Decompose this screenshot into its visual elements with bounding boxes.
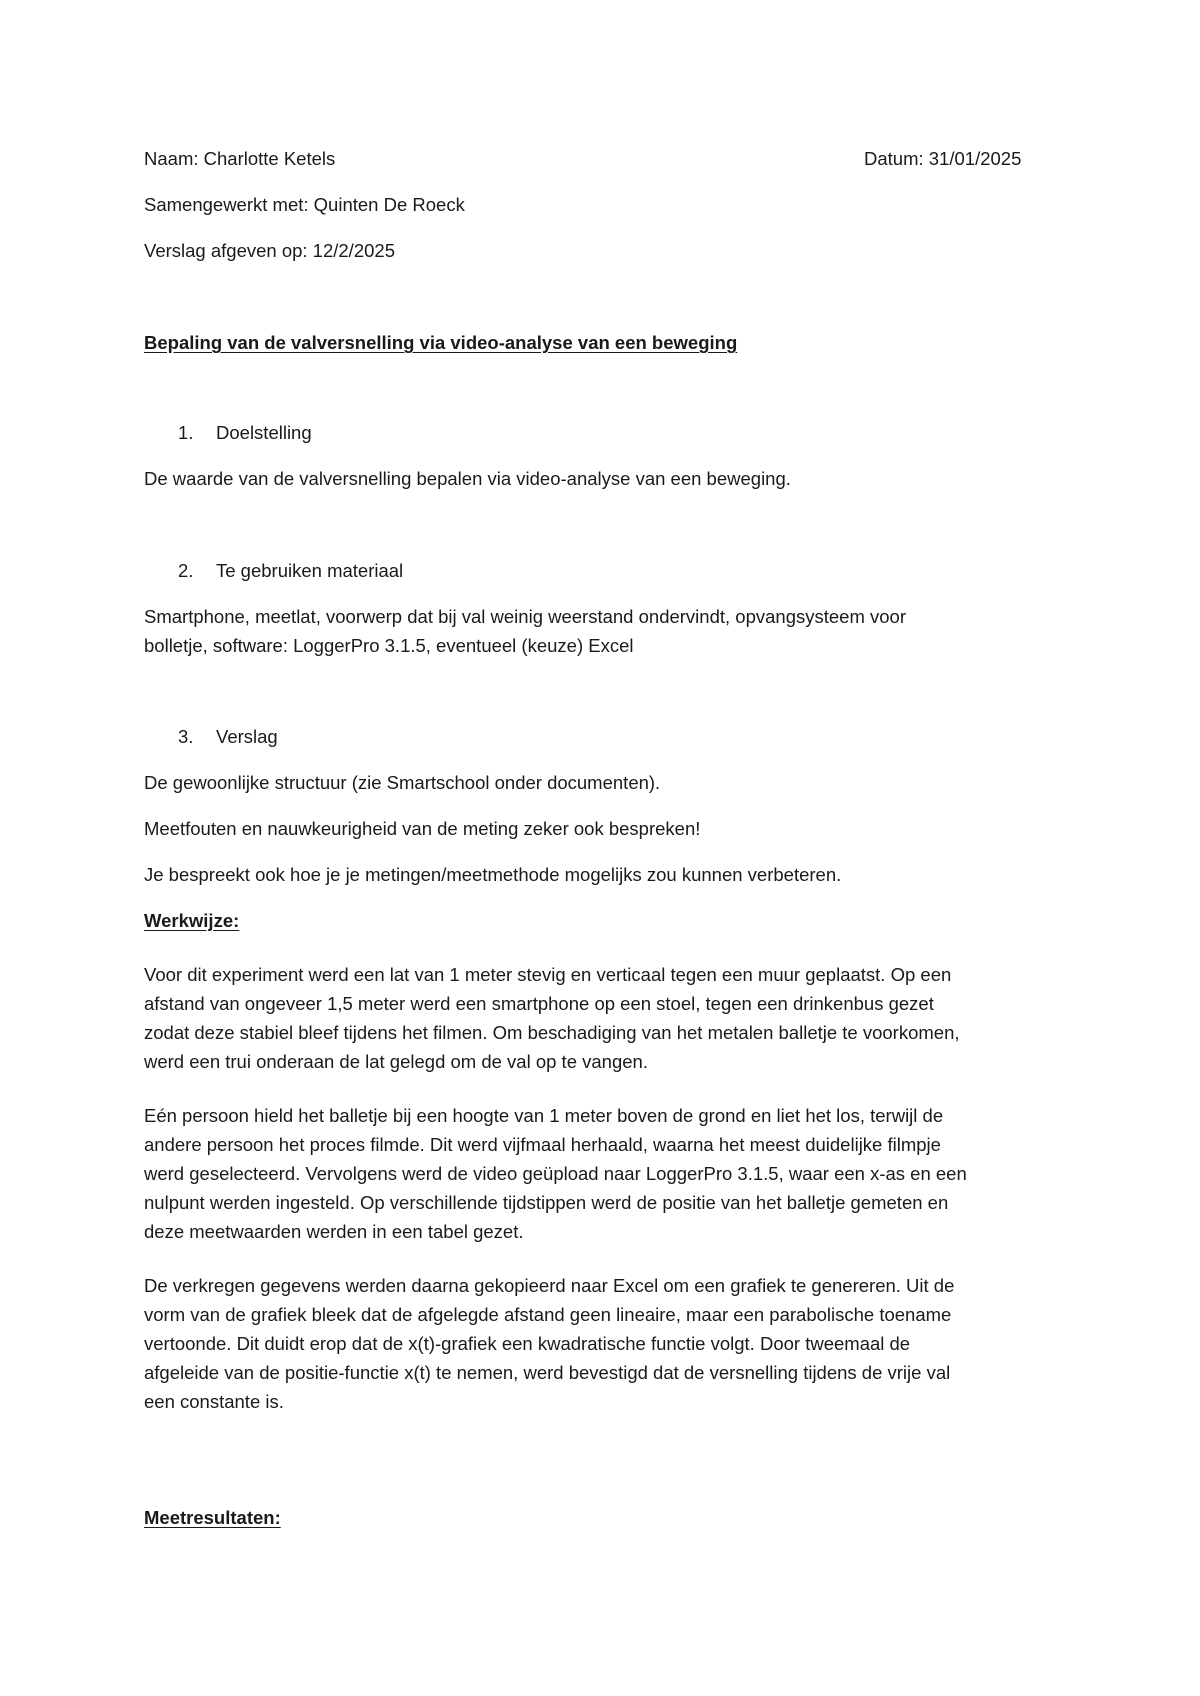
section-3-line: Meetfouten en nauwkeurigheid van de meting zeker ook bespreken! (144, 818, 701, 839)
section-2-text-line: bolletje, software: LoggerPro 3.1.5, eventueel (keuze) Excel (144, 635, 634, 656)
werkwijze-p2-line: Eén persoon hield het balletje bij een hoogte van 1 meter boven de grond en liet het los, terwijl de (144, 1105, 944, 1126)
werkwijze-p2-line: werd geselecteerd. Vervolgens werd de video geüpload naar LoggerPro 3.1.5, waar een x-as en een (144, 1163, 967, 1184)
section-2-number: 2. (178, 560, 194, 581)
werkwijze-p3-line: vorm van de grafiek bleek dat de afgelegde afstand geen lineaire, maar een parabolische toename (144, 1304, 952, 1325)
section-3-line: Je bespreekt ook hoe je je metingen/meetmethode mogelijks zou kunnen verbeteren. (144, 864, 842, 885)
werkwijze-p3-line: De verkregen gegevens werden daarna gekopieerd naar Excel om een grafiek te genereren. Uit de (144, 1275, 955, 1296)
werkwijze-p1-line: afstand van ongeveer 1,5 meter werd een smartphone op een stoel, tegen een drinkenbus gezet (144, 993, 934, 1014)
section-1-heading (178, 418, 312, 447)
name-line: Naam: Charlotte Ketels (144, 148, 336, 169)
section-3-heading (178, 722, 278, 751)
werkwijze-p3-line: een constante is. (144, 1391, 284, 1412)
werkwijze-p1-line: zodat deze stabiel bleef tijdens het filmen. Om beschadiging van het metalen balletje te voorkomen, (144, 1022, 960, 1043)
section-2-title: Te gebruiken materiaal (216, 560, 404, 581)
section-1-number: 1. (178, 422, 194, 443)
meetresultaten-heading: Meetresultaten: (144, 1507, 281, 1528)
werkwijze-p3-line: afgeleide van de positie-functie x(t) te nemen, werd bevestigd dat de versnelling tijdens de vrije val (144, 1362, 951, 1383)
werkwijze-p2-line: nulpunt werden ingesteld. Op verschillende tijdstippen werd de positie van het balletje gemeten en (144, 1192, 949, 1213)
collaborator-line: Samengewerkt met: Quinten De Roeck (144, 194, 465, 215)
section-1-text: De waarde van de valversnelling bepalen via video-analyse van een beweging. (144, 468, 791, 489)
section-3-number: 3. (178, 726, 194, 747)
werkwijze-p1-line: Voor dit experiment werd een lat van 1 meter stevig en verticaal tegen een muur geplaatst. Op een (144, 964, 952, 985)
section-1-title: Doelstelling (216, 422, 312, 443)
werkwijze-heading: Werkwijze: (144, 910, 240, 931)
werkwijze-p1-line: werd een trui onderaan de lat gelegd om de val op te vangen. (144, 1051, 648, 1072)
section-3-line: De gewoonlijke structuur (zie Smartschool onder documenten). (144, 772, 661, 793)
section-3-title: Verslag (216, 726, 278, 747)
werkwijze-p3-line: vertoonde. Dit duidt erop dat de x(t)-grafiek een kwadratische functie volgt. Door tweemaal de (144, 1333, 911, 1354)
werkwijze-p2-line: deze meetwaarden werden in een tabel gezet. (144, 1221, 524, 1242)
date-line: Datum: 31/01/2025 (864, 148, 1022, 169)
section-2-heading (178, 556, 403, 585)
due-date-line: Verslag afgeven op: 12/2/2025 (144, 240, 395, 261)
section-2-text-line: Smartphone, meetlat, voorwerp dat bij val weinig weerstand ondervindt, opvangsysteem voor (144, 606, 906, 627)
werkwijze-p2-line: andere persoon het proces filmde. Dit werd vijfmaal herhaald, waarna het meest duidelijke filmpje (144, 1134, 941, 1155)
document-title: Bepaling van de valversnelling via video-analyse van een beweging (144, 332, 738, 353)
